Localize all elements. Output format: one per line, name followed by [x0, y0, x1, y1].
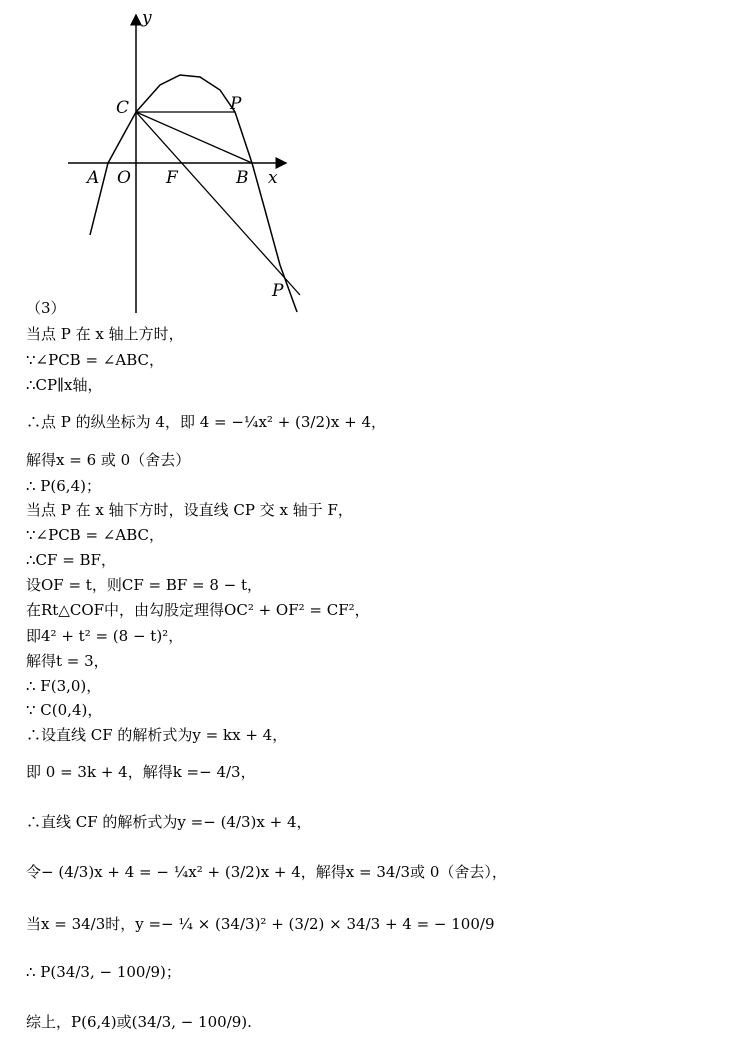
line-case-below: 当点 P 在 x 轴下方时，设直线 CP 交 x 轴于 F，: [26, 501, 353, 519]
line-part-3: （3）: [26, 299, 66, 317]
line-equation-t: 即4² + t² = (8 − t)²，: [26, 627, 184, 645]
parabola-figure: [60, 5, 310, 315]
line-p-second: ∴ P(34/3, − 100/9)；: [26, 963, 181, 981]
line-y-value: 当x = 34/3时，y =− ¼ × (34/3)² + (3/2) × 34/3 + 4 = − 100/9: [26, 915, 495, 933]
line-f-point: ∴ F(3,0)，: [26, 677, 102, 695]
line-c-point: ∵ C(0,4)，: [26, 701, 103, 719]
label-x: x: [268, 168, 278, 188]
line-t-eq-3: 解得t = 3，: [26, 652, 109, 670]
line-set-cf: ∴设直线 CF 的解析式为y = kx + 4，: [26, 726, 288, 744]
line-p-6-4: ∴ P(6,4)；: [26, 477, 101, 495]
line-cf-expression: ∴直线 CF 的解析式为y =− (4/3)x + 4，: [26, 813, 312, 831]
label-a: A: [87, 168, 100, 188]
label-f: F: [166, 168, 178, 188]
label-y: y: [142, 8, 152, 28]
segment-cb: [136, 112, 252, 163]
line-angle-eq-2: ∵∠PCB = ∠ABC，: [26, 526, 164, 544]
line-case-above: 当点 P 在 x 轴上方时，: [26, 325, 184, 343]
label-b: B: [236, 168, 249, 188]
label-p-top: P: [230, 94, 242, 114]
line-cf-eq-bf: ∴CF = BF，: [26, 551, 116, 569]
line-angle-eq-1: ∵∠PCB = ∠ABC，: [26, 351, 164, 369]
label-c: C: [116, 98, 130, 118]
label-o: O: [117, 168, 131, 188]
label-p-bottom: P: [272, 281, 284, 301]
line-pythagoras: 在Rt△COF中，由勾股定理得OC² + OF² = CF²，: [26, 601, 370, 619]
line-conclusion: 综上，P(6,4)或(34/3, − 100/9).: [26, 1013, 252, 1031]
line-set-of-t: 设OF = t，则CF = BF = 8 − t，: [26, 576, 263, 594]
line-intersection: 令− (4/3)x + 4 = − ¼x² + (3/2)x + 4，解得x = 34/3或 0（舍去），: [26, 863, 507, 881]
line-solve-x: 解得x = 6 或 0（舍去）: [26, 451, 191, 469]
line-cp-parallel: ∴CP∥x轴，: [26, 376, 103, 394]
line-solve-k: 即 0 = 3k + 4，解得k =− 4/3，: [26, 763, 256, 781]
segment-cp-lower: [136, 112, 300, 295]
line-y-coordinate: ∴点 P 的纵坐标为 4，即 4 = −¼x² + (3/2)x + 4，: [26, 413, 386, 431]
